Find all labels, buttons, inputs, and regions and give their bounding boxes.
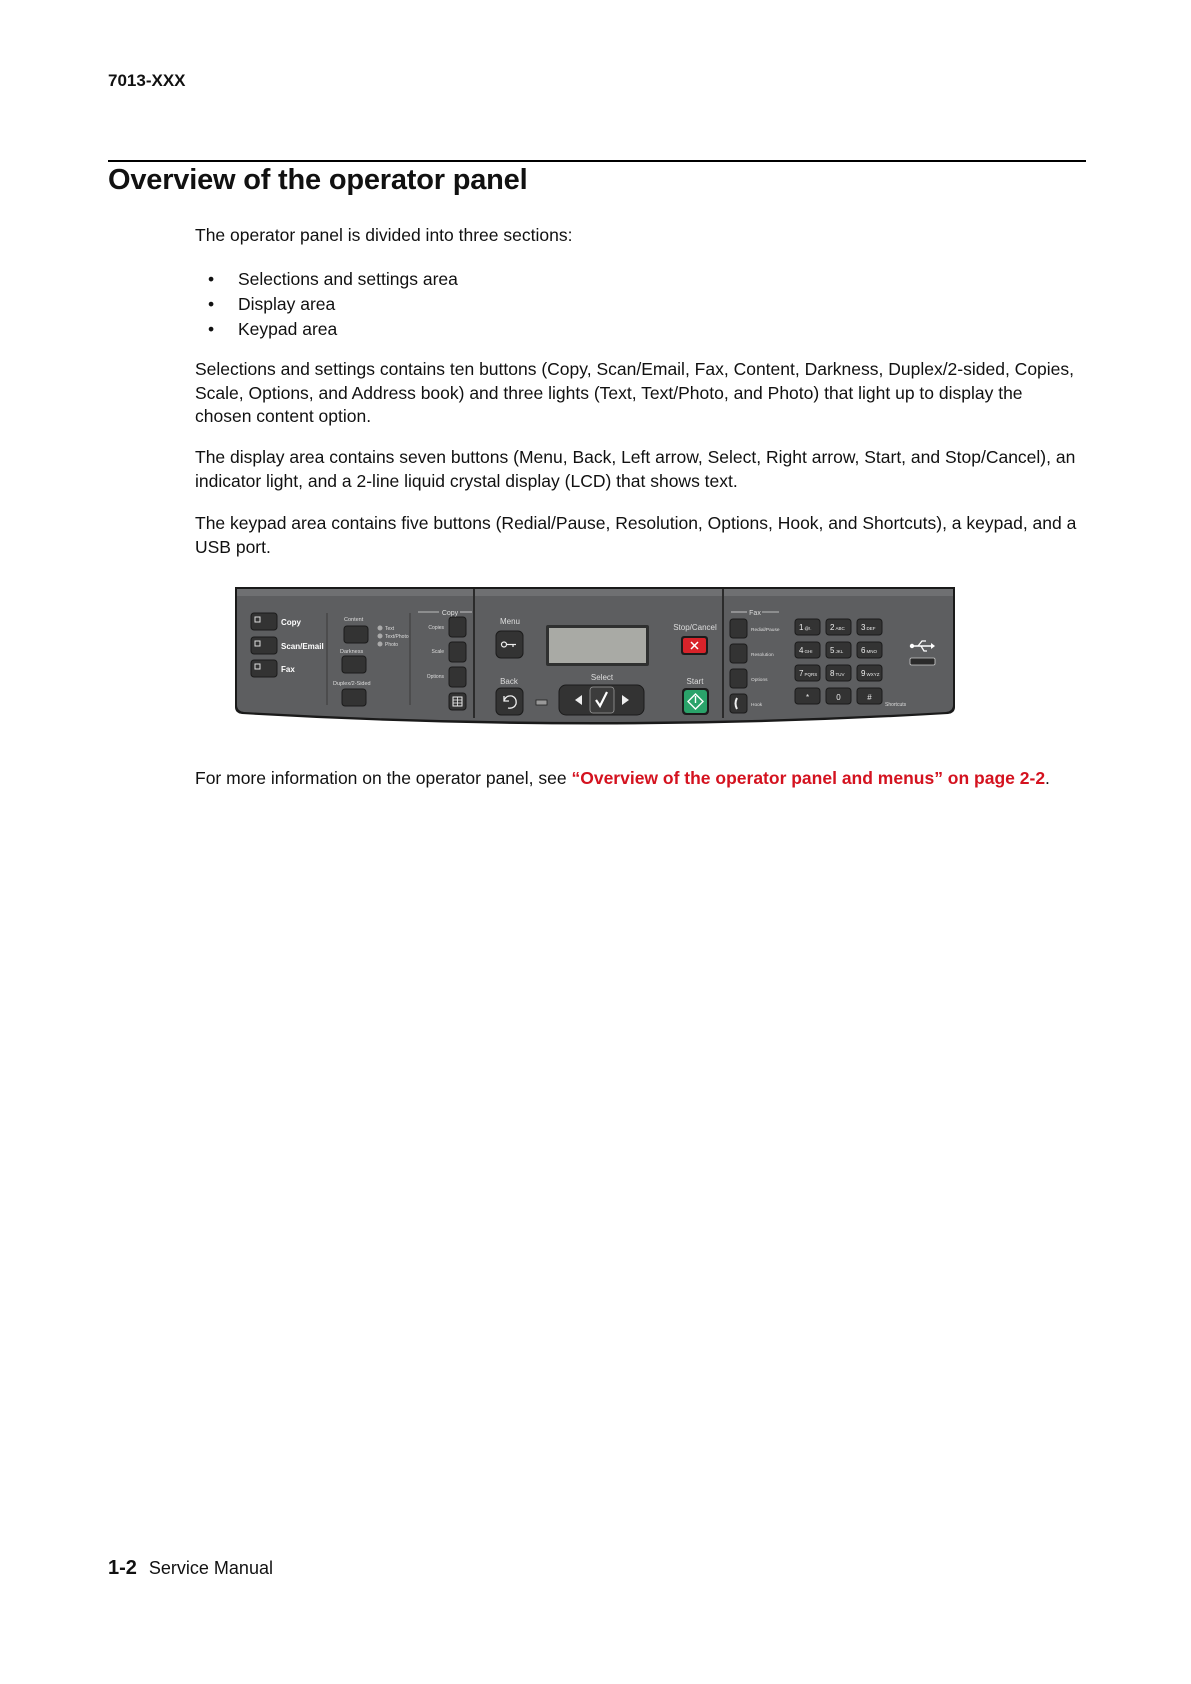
scan-email-label: Scan/Email [281,642,324,651]
page-title: Overview of the operator panel [108,164,528,196]
resolution-button[interactable] [730,644,747,663]
content-button[interactable] [344,626,368,643]
photo-light-label: Photo [385,642,399,648]
copy-options-label: Options [426,674,444,680]
page-number: 1-2 [108,1557,137,1579]
start-button[interactable] [682,688,709,715]
keypad-key-label: 0 [836,693,841,702]
more-info-suffix: . [1045,768,1050,788]
page-footer [108,1557,273,1580]
start-label: Start [686,677,704,686]
list-item: • Display area [208,292,458,317]
keypad-key[interactable] [795,619,820,635]
redial-pause-label: Redial/Pause [751,628,780,633]
usb-port [910,658,935,665]
keypad-key-label: 2ABC [830,623,845,632]
keypad-key-label: 5JKL [830,646,844,655]
scale-label: Scale [431,649,444,655]
lcd-display [549,628,646,663]
back-label: Back [500,677,518,686]
list-item: • Selections and settings area [208,267,458,292]
text-light-label: Text [385,626,395,632]
document-name: Service Manual [148,1558,273,1578]
section-rule [108,160,1086,162]
keypad-key[interactable] [857,665,882,681]
menu-label: Menu [499,617,521,626]
selections-paragraph: Selections and settings contains ten buttons (Copy, Scan/Email, Fax, Content, Darkness, Duplex/2-sided, Copies, Scale, Options, and Address book) and three lights (Text, Text/Photo, and Photo) that light up to display the chosen content option. [195,359,1075,426]
keypad-key[interactable] [857,642,882,658]
keypad-key-label: # [867,693,872,702]
keypad-key[interactable] [795,665,820,681]
stop-label: Stop/Cancel [673,623,717,632]
keypad-key-label: 6MNO [861,646,877,655]
keypad-key-label: * [805,693,810,702]
indicator-light [536,700,547,705]
content-label: Content [344,617,364,623]
stop-cancel-button[interactable] [681,636,708,655]
keypad-key[interactable] [857,619,882,635]
fax-options-label: Options [751,678,768,683]
copies-label: Copies [428,625,444,631]
text-photo-light [378,634,383,639]
darkness-label: Darkness [340,649,364,655]
list-item: • Keypad area [208,317,458,342]
hook-label: Hook [751,703,763,708]
photo-light [378,642,383,647]
scale-button[interactable] [449,642,466,662]
copy-options-button[interactable] [449,667,466,687]
back-button[interactable] [496,688,523,715]
keypad-key[interactable] [795,642,820,658]
keypad-key[interactable] [857,688,882,704]
copy-label: Copy [281,618,301,627]
select-label: Select [590,673,614,682]
shortcuts-label: Shortcuts [885,702,907,708]
keypad-key-label: 4GHI [799,646,813,655]
intro-paragraph: The operator panel is divided into three sections: [195,225,573,245]
copy-group-label: Copy [441,610,459,617]
sections-list [208,267,458,342]
operator-panel-figure [232,585,958,725]
fax-group-label: Fax [749,610,761,617]
keypad-key[interactable] [826,619,851,635]
resolution-label: Resolution [751,653,774,658]
fax-label: Fax [281,665,295,674]
keypad-key[interactable] [826,642,851,658]
darkness-button[interactable] [342,656,366,673]
keypad-key-label: 7PQRS [799,669,818,678]
keypad-key-label: 1@!. [799,623,812,632]
address-book-button[interactable] [449,693,466,710]
fax-options-button[interactable] [730,669,747,688]
keypad-key[interactable] [826,665,851,681]
panel-top-strip [237,589,953,596]
display-paragraph: The display area contains seven buttons (Menu, Back, Left arrow, Select, Right arrow, Start, and Stop/Cancel), an indicator light, and a 2-line liquid crystal display (LCD) that shows text. [195,447,1076,491]
redial-pause-button[interactable] [730,619,747,638]
keypad-key-label: 8TUV [830,669,845,678]
duplex-button[interactable] [342,689,366,706]
cross-reference-link[interactable]: “Overview of the operator panel and menus” on page 2-2 [571,768,1046,788]
more-info-prefix: For more information on the operator panel, see [195,768,572,788]
keypad-key-label: 9WXYZ [861,669,880,678]
duplex-label: Duplex/2-Sided [333,681,371,687]
keypad-key-label: 3DEF [861,623,876,632]
hook-button[interactable] [730,694,747,713]
keypad-key[interactable] [826,688,851,704]
keypad-key[interactable] [795,688,820,704]
text-photo-light-label: Text/Photo [385,634,409,640]
text-light [378,626,383,631]
model-number: 7013-XXX [108,71,186,90]
menu-button[interactable] [496,631,523,658]
copies-button[interactable] [449,617,466,637]
more-info-sentence [195,768,1050,789]
keypad-paragraph: The keypad area contains five buttons (Redial/Pause, Resolution, Options, Hook, and Shortcuts), a keypad, and a USB port. [195,513,1077,557]
